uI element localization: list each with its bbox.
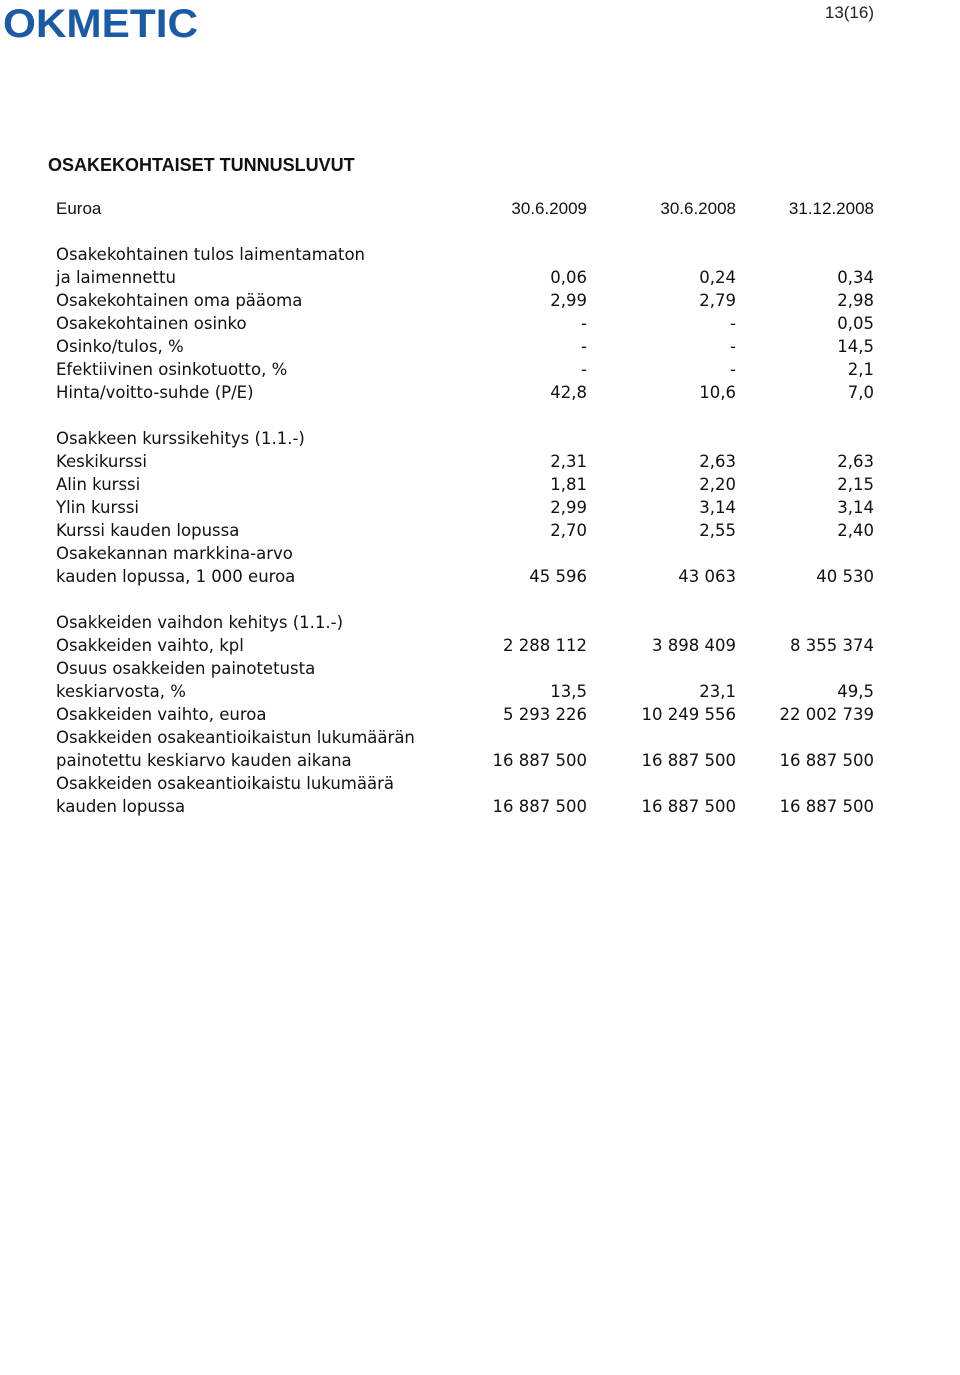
table-row xyxy=(56,335,876,358)
section-heading-row xyxy=(56,611,876,634)
column-header-unit: Euroa xyxy=(56,199,102,218)
cell-value: 16 887 500 xyxy=(492,751,587,770)
table-row xyxy=(56,657,876,680)
cell-value: - xyxy=(730,360,736,379)
row-label: Osakkeiden vaihto, kpl xyxy=(56,636,244,655)
cell-value: 2,20 xyxy=(699,475,736,494)
table-row xyxy=(56,381,876,404)
cell-value: 16 887 500 xyxy=(779,751,874,770)
row-label: Alin kurssi xyxy=(56,475,141,494)
row-label: kauden lopussa, 1 000 euroa xyxy=(56,567,296,586)
cell-value: 1,81 xyxy=(550,475,587,494)
cell-value: 2,31 xyxy=(550,452,587,471)
cell-value: 2,55 xyxy=(699,521,736,540)
row-label: Efektiivinen osinkotuotto, % xyxy=(56,360,288,379)
cell-value: 22 002 739 xyxy=(779,705,874,724)
row-label: Osakkeiden vaihto, euroa xyxy=(56,705,267,724)
column-header-2008-h1: 30.6.2008 xyxy=(660,199,736,218)
cell-value: 5 293 226 xyxy=(503,705,587,724)
row-label: Keskikurssi xyxy=(56,452,147,471)
table-row xyxy=(56,680,876,703)
cell-value: - xyxy=(730,337,736,356)
row-label: Osakkeiden osakeantioikaistu lukumäärä xyxy=(56,774,394,793)
cell-value: - xyxy=(730,314,736,333)
column-header-2008-fy: 31.12.2008 xyxy=(788,199,874,218)
table-row xyxy=(56,473,876,496)
cell-value: - xyxy=(581,337,587,356)
table-row xyxy=(56,496,876,519)
cell-value: 0,24 xyxy=(699,268,736,287)
cell-value: 2,99 xyxy=(550,498,587,517)
table-row xyxy=(56,289,876,312)
cell-value: 40 530 xyxy=(816,567,874,586)
section-spacer xyxy=(56,588,876,611)
cell-value: 2,63 xyxy=(837,452,874,471)
cell-value: 43 063 xyxy=(678,567,736,586)
cell-value: 2,70 xyxy=(550,521,587,540)
table-row xyxy=(56,772,876,795)
column-header-2009: 30.6.2009 xyxy=(511,199,587,218)
cell-value: 2,79 xyxy=(699,291,736,310)
cell-value: 3,14 xyxy=(837,498,874,517)
table-row xyxy=(56,795,876,818)
cell-value: 2,1 xyxy=(847,360,874,379)
section-heading: Osakkeiden vaihdon kehitys (1.1.-) xyxy=(56,613,344,632)
cell-value: 49,5 xyxy=(837,682,874,701)
row-label: Osakekannan markkina-arvo xyxy=(56,544,293,563)
row-label: painotettu keskiarvo kauden aikana xyxy=(56,751,352,770)
row-label: ja laimennettu xyxy=(56,268,176,287)
row-label: Osakekohtainen tulos laimentamaton xyxy=(56,245,366,264)
table-header-row xyxy=(56,197,876,220)
cell-value: 45 596 xyxy=(529,567,587,586)
row-label: Osakekohtainen oma pääoma xyxy=(56,291,303,310)
cell-value: 2,99 xyxy=(550,291,587,310)
logo-wordmark xyxy=(3,4,200,40)
row-label: Osinko/tulos, % xyxy=(56,337,184,356)
cell-value: 3 898 409 xyxy=(652,636,736,655)
cell-value: 0,06 xyxy=(550,268,587,287)
cell-value: 14,5 xyxy=(837,337,874,356)
page-title: OSAKEKOHTAISET TUNNUSLUVUT xyxy=(48,155,355,175)
cell-value: - xyxy=(581,314,587,333)
row-label: Kurssi kauden lopussa xyxy=(56,521,240,540)
cell-value: 42,8 xyxy=(550,383,587,402)
logo-text: OKMETIC xyxy=(3,4,198,40)
section-spacer xyxy=(56,220,876,243)
cell-value: 3,14 xyxy=(699,498,736,517)
cell-value: 16 887 500 xyxy=(641,751,736,770)
row-label: Hinta/voitto-suhde (P/E) xyxy=(56,383,254,402)
cell-value: - xyxy=(581,360,587,379)
cell-value: 23,1 xyxy=(699,682,736,701)
table-row xyxy=(56,312,876,335)
key-figures-table xyxy=(56,197,876,818)
table-row xyxy=(56,266,876,289)
table-row xyxy=(56,450,876,473)
table-row xyxy=(56,565,876,588)
table-row xyxy=(56,726,876,749)
table-row xyxy=(56,358,876,381)
cell-value: 10 249 556 xyxy=(641,705,736,724)
cell-value: 2 288 112 xyxy=(503,636,587,655)
cell-value: 10,6 xyxy=(699,383,736,402)
row-label: Osuus osakkeiden painotetusta xyxy=(56,659,316,678)
table-row xyxy=(56,703,876,726)
cell-value: 2,40 xyxy=(837,521,874,540)
row-label: kauden lopussa xyxy=(56,797,186,816)
table-row xyxy=(56,634,876,657)
page-number: 13(16) xyxy=(824,3,874,22)
section-heading: Osakkeen kurssikehitys (1.1.-) xyxy=(56,429,305,448)
table-row xyxy=(56,542,876,565)
okmetic-logo xyxy=(3,4,200,40)
cell-value: 7,0 xyxy=(847,383,874,402)
section-spacer xyxy=(56,404,876,427)
cell-value: 0,34 xyxy=(837,268,874,287)
table-row xyxy=(56,519,876,542)
row-label: Ylin kurssi xyxy=(56,498,140,517)
row-label: Osakekohtainen osinko xyxy=(56,314,247,333)
cell-value: 16 887 500 xyxy=(779,797,874,816)
cell-value: 2,15 xyxy=(837,475,874,494)
cell-value: 16 887 500 xyxy=(641,797,736,816)
section-heading-row xyxy=(56,427,876,450)
table-row xyxy=(56,749,876,772)
cell-value: 13,5 xyxy=(550,682,587,701)
row-label: Osakkeiden osakeantioikaistun lukumäärän xyxy=(56,728,415,747)
table-row xyxy=(56,243,876,266)
cell-value: 8 355 374 xyxy=(790,636,874,655)
cell-value: 16 887 500 xyxy=(492,797,587,816)
cell-value: 2,63 xyxy=(699,452,736,471)
row-label: keskiarvosta, % xyxy=(56,682,186,701)
cell-value: 0,05 xyxy=(837,314,874,333)
cell-value: 2,98 xyxy=(837,291,874,310)
